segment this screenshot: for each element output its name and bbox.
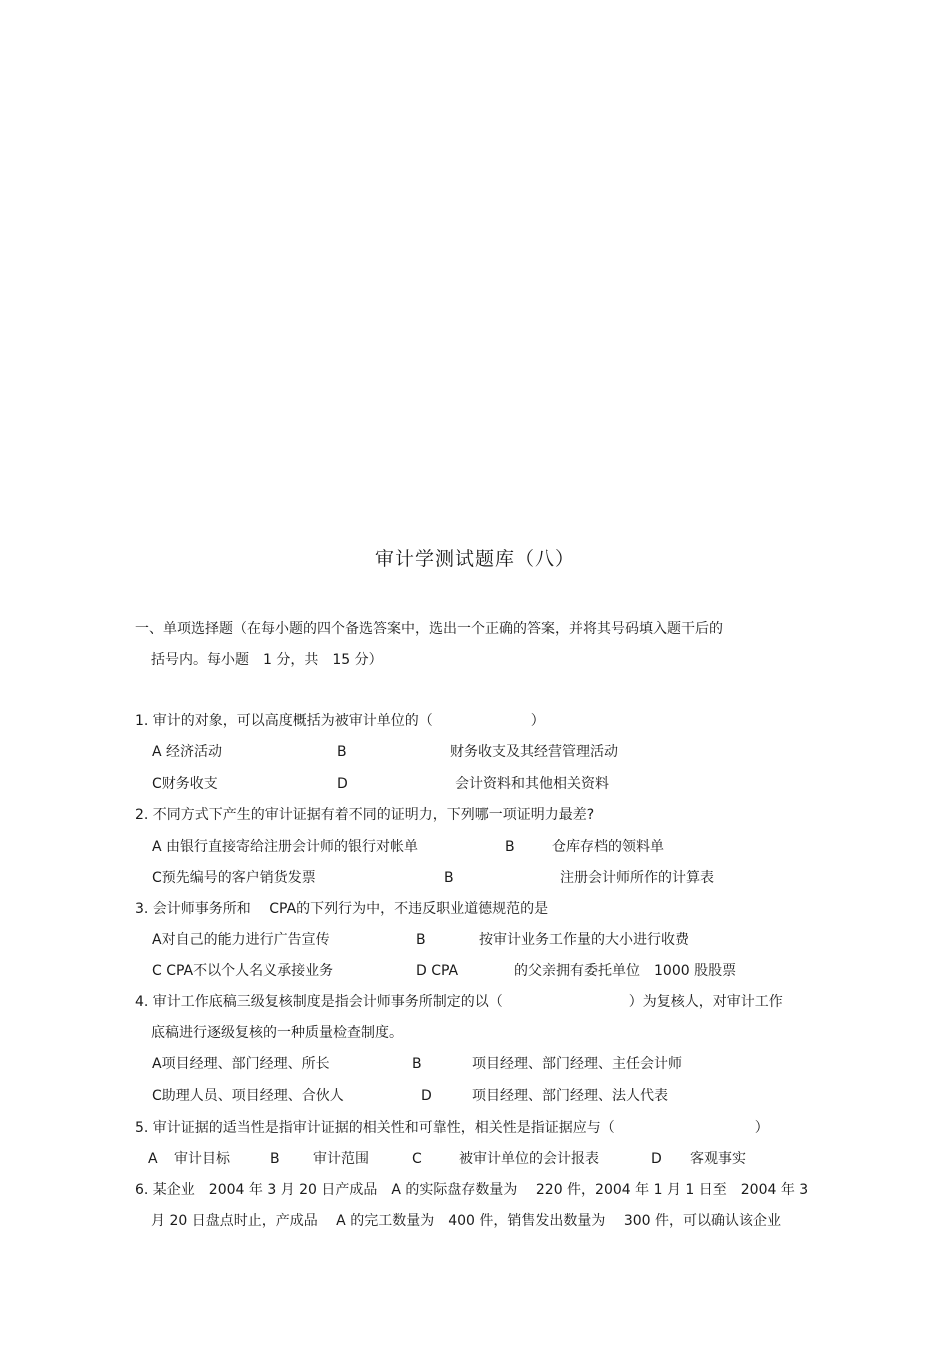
question-5-option-c-text: 被审计单位的会计报表 bbox=[459, 1151, 599, 1167]
question-4-option-b-letter: B bbox=[412, 1056, 422, 1072]
question-3-option-b-letter: B bbox=[416, 932, 426, 948]
option-text: CPA不以个人名义承接业务 bbox=[166, 963, 334, 979]
option-text: 对自己的能力进行广告宣传 bbox=[161, 932, 330, 948]
question-1-option-a bbox=[152, 743, 222, 761]
question-5-option-b-text: 审计范围 bbox=[313, 1151, 369, 1167]
question-1-stem: 1. 审计的对象，可以高度概括为被审计单位的（ ） bbox=[135, 713, 545, 729]
option-letter: A bbox=[152, 932, 162, 948]
option-text: 项目经理、部门经理、所长 bbox=[161, 1056, 330, 1072]
question-6-stem-line1: 6. 某企业 2004 年 3 月 20 日产成品 A 的实际盘存数量为 220 件，2004 年 1 月 1 日至 2004 年 3 bbox=[135, 1182, 809, 1198]
question-2-stem: 2. 不同方式下产生的审计证据有着不同的证明力，下列哪一项证明力最差? bbox=[135, 807, 595, 823]
question-5-stem: 5. 审计证据的适当性是指审计证据的相关性和可靠性，相关性是指证据应与（ ） bbox=[135, 1120, 769, 1136]
question-4-stem-line1: 4. 审计工作底稿三级复核制度是指会计师事务所制定的以（ ）为复核人，对审计工作 bbox=[135, 994, 783, 1010]
question-3-option-d-text: 的父亲拥有委托单位 1000 股股票 bbox=[514, 963, 737, 979]
option-text: 助理人员、项目经理、合伙人 bbox=[161, 1088, 344, 1104]
option-text: 经济活动 bbox=[166, 744, 223, 760]
question-4-option-b-text: 项目经理、部门经理、主任会计师 bbox=[472, 1056, 682, 1072]
option-text: 财务收支 bbox=[161, 776, 218, 792]
question-4-option-d-letter: D bbox=[421, 1088, 432, 1104]
option-text: 预先编号的客户销货发票 bbox=[161, 870, 316, 886]
question-2-option-b-letter: B bbox=[505, 839, 515, 855]
question-2-option-b2-letter: B bbox=[444, 870, 454, 886]
question-4-stem-line2: 底稿进行逐级复核的一种质量检查制度。 bbox=[151, 1025, 403, 1041]
option-text: 由银行直接寄给注册会计师的银行对帐单 bbox=[166, 839, 419, 855]
option-letter: A bbox=[152, 839, 162, 855]
question-3-option-c bbox=[152, 962, 333, 980]
section-heading-line1: 一、单项选择题（在每小题的四个备选答案中，选出一个正确的答案，并将其号码填入题干后的 bbox=[135, 621, 723, 637]
question-5-option-c-letter: C bbox=[412, 1151, 422, 1167]
question-3-stem: 3. 会计师事务所和 CPA的下列行为中，不违反职业道德规范的是 bbox=[135, 901, 549, 917]
question-5-option-d-text: 客观事实 bbox=[690, 1151, 746, 1167]
option-letter: A bbox=[152, 1056, 162, 1072]
question-3-option-b-text: 按审计业务工作量的大小进行收费 bbox=[479, 932, 689, 948]
question-3-option-a bbox=[152, 931, 330, 949]
question-2-option-c bbox=[152, 869, 316, 887]
option-letter: C bbox=[152, 1088, 162, 1104]
option-letter: A bbox=[152, 744, 162, 760]
question-1-option-d-letter: D bbox=[337, 776, 348, 792]
option-letter: C bbox=[152, 870, 162, 886]
question-4-option-c bbox=[152, 1087, 344, 1105]
question-1-option-d-text: 会计资料和其他相关资料 bbox=[455, 776, 609, 792]
option-letter: C bbox=[152, 776, 162, 792]
question-1-option-b-text: 财务收支及其经营管理活动 bbox=[450, 744, 618, 760]
section-heading-line2: 括号内。每小题 1 分，共 15 分） bbox=[151, 652, 383, 668]
page-title: 审计学测试题库（八） bbox=[374, 548, 575, 570]
question-4-option-d-text: 项目经理、部门经理、法人代表 bbox=[472, 1088, 668, 1104]
question-6-stem-line2: 月 20 日盘点时止，产成品 A 的完工数量为 400 件，销售发出数量为 300 件，可以确认该企业 bbox=[151, 1213, 781, 1229]
question-3-option-d-letter: D CPA bbox=[416, 963, 459, 979]
question-2-option-a bbox=[152, 838, 418, 856]
question-4-option-a bbox=[152, 1055, 330, 1073]
question-1-option-b-letter: B bbox=[337, 744, 347, 760]
question-5-option-d-letter: D bbox=[651, 1151, 662, 1167]
question-2-option-b-text: 仓库存档的领料单 bbox=[552, 839, 664, 855]
question-5-option-a-text: 审计目标 bbox=[174, 1151, 230, 1167]
question-5-option-a-letter: A bbox=[148, 1151, 158, 1167]
question-1-option-c bbox=[152, 775, 218, 793]
option-letter: C bbox=[152, 963, 162, 979]
question-5-option-b-letter: B bbox=[270, 1151, 280, 1167]
question-2-option-b2-text: 注册会计师所作的计算表 bbox=[560, 870, 714, 886]
